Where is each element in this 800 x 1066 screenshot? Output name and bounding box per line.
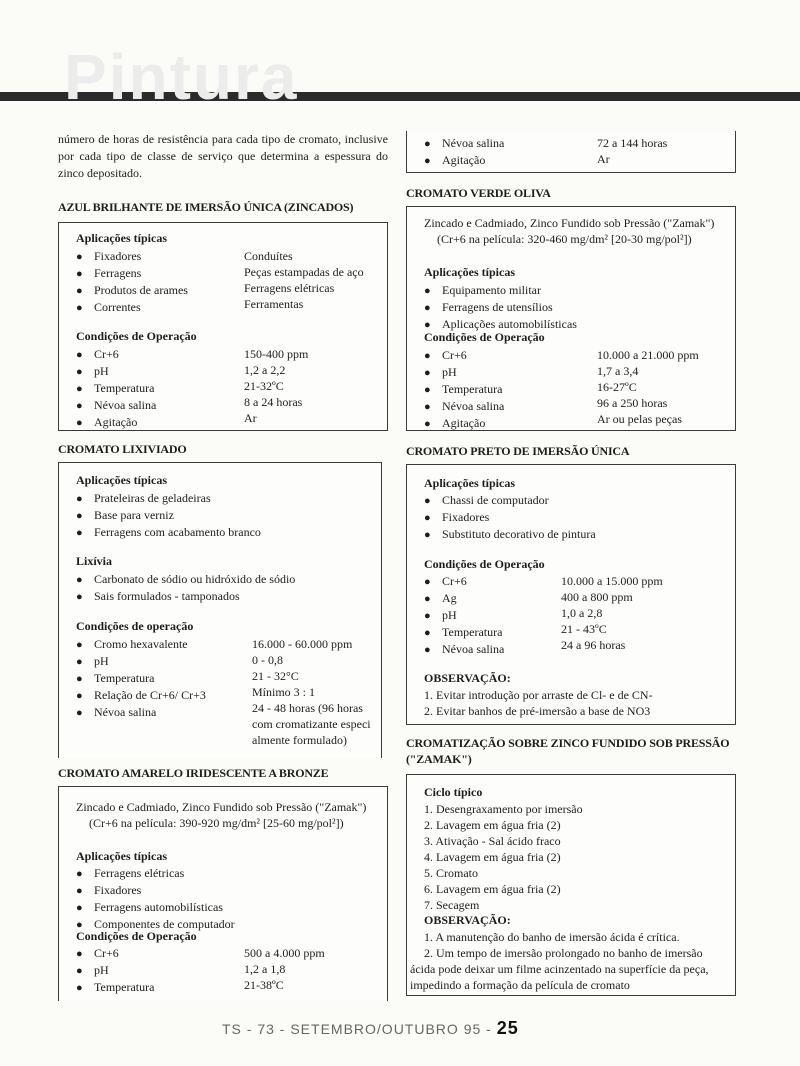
cycle-step: 2. Lavagem em água fria (2) (424, 818, 561, 832)
list-item: ● Névoa salina (424, 641, 504, 658)
list-item: ● Ferragens elétricas (76, 865, 235, 882)
list-item: Conduítes (244, 249, 293, 263)
cond-values (244, 945, 325, 993)
lixivia-label: Lixívia (76, 554, 113, 568)
list-item: ● Névoa salina (76, 704, 206, 721)
cond-value: 24 - 48 horas (96 horas (252, 701, 363, 715)
list-item: ● Agitação (76, 414, 156, 431)
list-item: ● Ferragens (76, 265, 188, 282)
box-amarelo (58, 786, 388, 1001)
list-item: Peças estampadas de aço (244, 265, 364, 279)
cond-list (424, 347, 504, 432)
apps-list (76, 248, 188, 316)
list-item: ● Temperatura (424, 381, 504, 398)
obs-item: 1. Evitar introdução por arraste de Cl- e de CN- (424, 688, 653, 702)
cond-value: almente formulado) (252, 733, 347, 747)
obs-label: OBSERVAÇÃO: (424, 671, 511, 685)
ghost-heading: Pintura (64, 41, 299, 113)
list-item: ● Cr+6 (76, 945, 154, 962)
list-item: ● Chassi de computador (424, 492, 596, 509)
cond-value: 21-32ºC (244, 379, 284, 393)
list-item: ● Temperatura (76, 979, 154, 996)
apps-right-list (244, 248, 364, 312)
section-title-amarelo: CROMATO AMARELO IRIDESCENTE A BRONZE (58, 766, 329, 780)
apps-label: Aplicações típicas (424, 476, 515, 490)
list-item: ● Cr+6 (424, 347, 504, 364)
list-item: ● Substituto decorativo de pintura (424, 526, 596, 543)
obs-label: OBSERVAÇÃO: (424, 913, 511, 927)
apps-label: Aplicações típicas (76, 473, 167, 487)
cond-value: Ar (244, 411, 257, 425)
list-item: ● Temperatura (76, 380, 156, 397)
cond-value: 21 - 32°C (252, 669, 299, 683)
list-item: ● pH (424, 607, 504, 624)
footer-text: TS - 73 - SETEMBRO/OUTUBRO 95 - (222, 1021, 497, 1037)
cycle-label: Ciclo típico (424, 785, 483, 799)
apps-label: Aplicações típicas (76, 231, 167, 245)
section-title-zamak: CROMATIZAÇÃO SOBRE ZINCO FUNDIDO SOB PRESSÃO (406, 736, 730, 750)
list-item: ● Relação de Cr+6/ Cr+3 (76, 687, 206, 704)
cycle-list (424, 801, 583, 913)
cond-value: 0 - 0,8 (252, 653, 283, 667)
cond-value: 1,7 a 3,4 (597, 364, 639, 378)
list-item: ● Fixadores (76, 248, 188, 265)
obs-list (424, 929, 703, 961)
cond-values (597, 347, 699, 427)
cond-label: Condições de operação (76, 619, 194, 633)
obs-item: 2. Evitar banhos de pré-imersão a base de NO3 (424, 704, 651, 718)
list-item: ● Ferragens com acabamento branco (76, 524, 261, 541)
cycle-step: 5. Cromato (424, 866, 478, 880)
list-item: ● pH (76, 962, 154, 979)
list-item: ● pH (424, 364, 504, 381)
cond-list (424, 135, 504, 169)
box-zamak (406, 774, 736, 996)
cond-label: Condições de Operação (76, 329, 197, 343)
cond-value: 10.000 a 15.000 ppm (561, 574, 663, 588)
section-title-verde: CROMATO VERDE OLIVA (406, 186, 551, 200)
obs-list (424, 687, 653, 719)
list-item: ● Ag (424, 590, 504, 607)
cond-value: Mínimo 3 : 1 (252, 685, 316, 699)
cond-list (76, 636, 206, 721)
apps-list (424, 492, 596, 543)
process-line: Zincado e Cadmiado, Zinco Fundido sob Pressão ("Zamak") (76, 800, 367, 814)
cond-value: 8 a 24 horas (244, 395, 303, 409)
obs-list-continued (410, 961, 709, 993)
process-line: Zincado e Cadmiado, Zinco Fundido sob Pressão ("Zamak") (424, 216, 715, 230)
list-item: Ferragens elétricas (244, 281, 335, 295)
apps-label: Aplicações típicas (76, 849, 167, 863)
obs-item: ácida pode deixar um filme acinzentado na superfície da peça, (410, 962, 709, 976)
obs-item: impedindo a formação da película de cromato (410, 978, 630, 992)
obs-item: 2. Um tempo de imersão prolongado no banho de imersão (424, 946, 703, 960)
list-item: ● Ferragens automobilísticas (76, 899, 235, 916)
apps-list (76, 865, 235, 933)
list-item: ● Temperatura (424, 624, 504, 641)
cond-value: 150-400 ppm (244, 347, 309, 361)
process-line: (Cr+6 na película: 320-460 mg/dm² [20-30 mg/pol²]) (437, 232, 692, 246)
list-item: ● Temperatura (76, 670, 206, 687)
list-item: ● Névoa salina (76, 397, 156, 414)
cond-value: 24 a 96 horas (561, 638, 626, 652)
cond-value: 400 a 800 ppm (561, 590, 633, 604)
list-item: ● Aplicações automobilísticas (424, 316, 577, 333)
apps-list (424, 282, 577, 333)
list-item: ● Prateleiras de geladeiras (76, 490, 261, 507)
list-item: ● Base para verniz (76, 507, 261, 524)
cond-value: 1,2 a 2,2 (244, 363, 286, 377)
list-item: ● Cr+6 (424, 573, 504, 590)
box-continued (406, 131, 736, 173)
cond-label: Condições de Operação (424, 330, 545, 344)
box-verde (406, 206, 736, 431)
list-item: ● Fixadores (76, 882, 235, 899)
cycle-step: 4. Lavagem em água fria (2) (424, 850, 561, 864)
section-title-lixiviado: CROMATO LIXIVIADO (58, 442, 187, 456)
cond-value: Ar ou pelas peças (597, 412, 682, 426)
page-number: 25 (496, 1018, 519, 1038)
lixivia-list (76, 571, 295, 605)
cycle-step: 7. Secagem (424, 898, 480, 912)
process-line: (Cr+6 na película: 390-920 mg/dm² [25-60 mg/pol²]) (89, 816, 344, 830)
list-item: ● Névoa salina (424, 398, 504, 415)
cond-values (597, 135, 667, 167)
list-item: ● pH (76, 363, 156, 380)
cond-value: com cromatizante especi (252, 717, 371, 731)
cond-value: 500 a 4.000 ppm (244, 946, 325, 960)
box-lixiviado (58, 462, 382, 758)
list-item: ● Componentes de computador (76, 916, 235, 933)
apps-label: Aplicações típicas (424, 265, 515, 279)
cond-value: Ar (597, 152, 610, 166)
cond-values (244, 346, 308, 426)
intro-paragraph: número de horas de resistência para cada tipo de cromato, inclusive por cada tipo de classe de serviço que determina a espessura do zinco depositado. (58, 132, 388, 180)
list-item: ● Ferragens de utensílios (424, 299, 577, 316)
cond-value: 1,0 a 2,8 (561, 606, 603, 620)
obs-item: 1. A manutenção do banho de imersão ácida é crítica. (424, 930, 680, 944)
cycle-step: 3. Ativação - Sal ácido fraco (424, 834, 561, 848)
cond-list (424, 573, 504, 658)
list-item: ● Cr+6 (76, 346, 156, 363)
apps-list (76, 490, 261, 541)
cond-label: Condições de Operação (76, 929, 197, 943)
list-item: ● Equipamento militar (424, 282, 577, 299)
list-item: ● Correntes (76, 299, 188, 316)
cond-list (76, 346, 156, 431)
cond-value: 21 - 43ºC (561, 622, 607, 636)
box-preto (406, 464, 736, 725)
list-item: ● Agitação (424, 152, 504, 169)
section-title-azul: AZUL BRILHANTE DE IMERSÃO ÚNICA (ZINCADOS) (58, 200, 354, 214)
cond-values (252, 636, 371, 748)
section-title-zamak-2: ("ZAMAK") (406, 752, 472, 766)
cond-value: 1,2 a 1,8 (244, 962, 286, 976)
list-item: ● Carbonato de sódio ou hidróxido de sódio (76, 571, 295, 588)
cond-label: Condições de Operação (424, 557, 545, 571)
list-item: ● Névoa salina (424, 135, 504, 152)
cond-value: 16.000 - 60.000 ppm (252, 637, 353, 651)
cycle-step: 1. Desengraxamento por imersão (424, 802, 583, 816)
cond-list (76, 945, 154, 996)
page-footer (222, 1018, 519, 1039)
list-item: ● pH (76, 653, 206, 670)
cond-value: 16-27ºC (597, 380, 637, 394)
list-item: ● Fixadores (424, 509, 596, 526)
cond-value: 21-38ºC (244, 978, 284, 992)
list-item: ● Sais formulados - tamponados (76, 588, 295, 605)
cycle-step: 6. Lavagem em água fria (2) (424, 882, 561, 896)
cond-value: 10.000 a 21.000 ppm (597, 348, 699, 362)
cond-value: 72 a 144 horas (597, 136, 668, 150)
list-item: Ferramentas (244, 297, 304, 311)
list-item: ● Produtos de arames (76, 282, 188, 299)
cond-value: 96 a 250 horas (597, 396, 668, 410)
list-item: ● Cromo hexavalente (76, 636, 206, 653)
section-title-preto: CROMATO PRETO DE IMERSÃO ÚNICA (406, 444, 630, 458)
list-item: ● Agitação (424, 415, 504, 432)
cond-values (561, 573, 663, 653)
box-azul (58, 222, 388, 431)
